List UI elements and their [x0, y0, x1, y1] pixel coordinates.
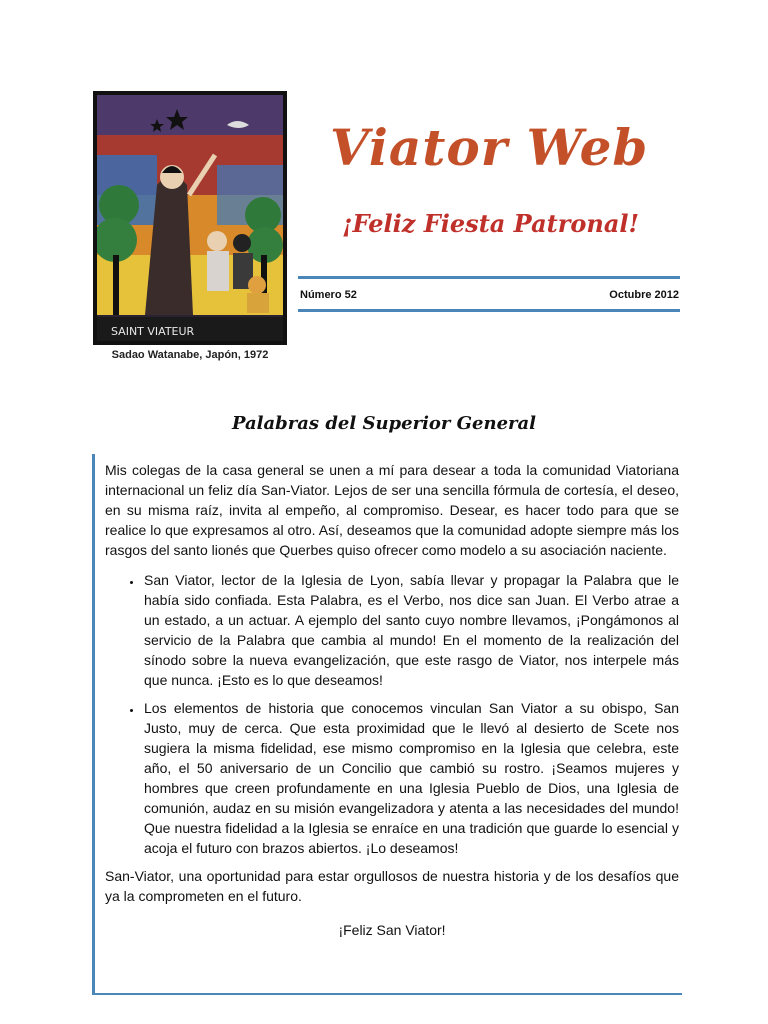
issue-number: Número 52: [300, 289, 357, 301]
article-closing: San-Viator, una oportunidad para estar orgullosos de nuestra historia y de los desafíos que ya la comprometen en el futuro.: [105, 868, 679, 904]
article-intro: Mis colegas de la casa general se unen a mí para desear a toda la comunidad Viatoriana internacional un feliz día San-Viator. Lejos de ser una sencilla fórmula de cortesía, el deseo, en su misma raíz, invita al empeño, al compromiso. Desear, es hacer todo para que se realice lo que expresamos al otro. Así, deseamos que la comunidad adopte siempre más los rasgos del santo lionés que Querbes quiso ofrecer como modelo a su asociación naciente.: [105, 462, 679, 558]
bullet-item: • Los elementos de historia que conocemos vinculan San Viator a su obispo, San Justo, muy de cerca. Que esta proximidad que le llevó al desierto de Scete nos sugiera la misma fidelidad, ese mismo compromiso en la Iglesia que celebra, este año, el 50 aniversario de un Concilio que cambió su rostro. ¡Seamos mujeres y hombres que creen profundamente en una Iglesia Pueblo de Dios, una Iglesia de comunión, audaz en su misión evangelizadora y atenta a las necesidades del mundo! Que nuestra fidelidad a la Iglesia se enraíce en una tradición que guarde lo esencial y acoja el futuro con brazos abiertos. ¡Lo deseamos!: [142, 698, 679, 858]
article-bullets: [105, 570, 679, 858]
artwork-inscription: SAINT VIATEUR: [111, 325, 195, 338]
header-rule-top: [298, 276, 680, 279]
issue-date: Octubre 2012: [609, 289, 679, 301]
saint-viator-woodcut-icon: [93, 91, 287, 345]
artwork-caption: Sadao Watanabe, Japón, 1972: [111, 349, 269, 361]
newsletter-title: Viator Web: [330, 118, 649, 177]
article-body: [105, 460, 679, 940]
bullet-item: • San Viator, lector de la Iglesia de Lyon, sabía llevar y propagar la Palabra que le había sido confiada. Esta Palabra, es el Verbo, nos dice san Juan. El Verbo atrae a un estado, a un actuar. A ejemplo del santo cuyo nombre llevamos, ¡Pongámonos al servicio de la Palabra que cambia al mundo! En el momento de la realización del sínodo sobre la nueva evangelización, que este rasgo de Viator, nos interpele más que nunca. ¡Esto es lo que deseamos!: [142, 570, 679, 690]
header-rule-bottom: [298, 309, 680, 312]
article-title: Palabras del Superior General: [231, 413, 537, 434]
article-sign-off: ¡Feliz San Viator!: [338, 922, 446, 938]
newsletter-subtitle: ¡Feliz Fiesta Patronal!: [342, 209, 640, 238]
